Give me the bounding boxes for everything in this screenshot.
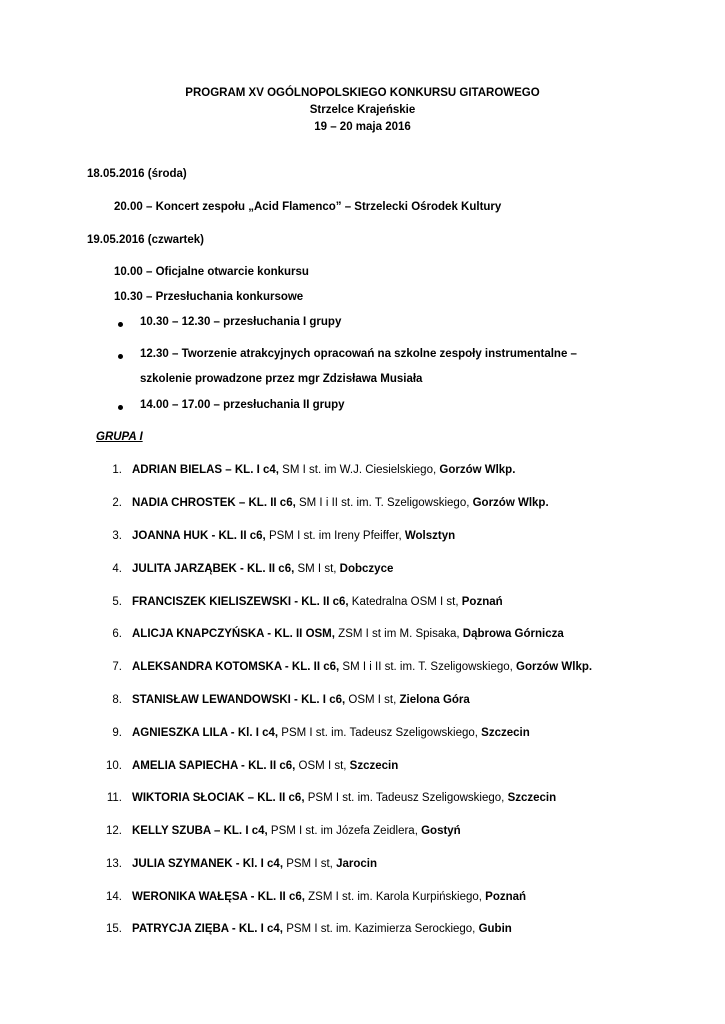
list-item: 13. JULIA SZYMANEK - Kl. I c4, PSM I st, Jarocin bbox=[106, 858, 377, 870]
bullet-item: 10.30 – 12.30 – przesłuchania I grupy bbox=[140, 316, 342, 328]
bullet-item: 12.30 – Tworzenie atrakcyjnych opracowań na szkolne zespoły instrumentalne – bbox=[140, 348, 577, 360]
bullet-icon bbox=[118, 354, 123, 359]
list-item: 5. FRANCISZEK KIELISZEWSKI - KL. II c6, Katedralna OSM I st, Poznań bbox=[112, 596, 503, 608]
list-item: 6. ALICJA KNAPCZYŃSKA - KL. II OSM, ZSM I st im M. Spisaka, Dąbrowa Górnicza bbox=[112, 628, 564, 640]
document-dates: 19 – 20 maja 2016 bbox=[314, 121, 411, 133]
list-item: 12. KELLY SZUBA – KL. I c4, PSM I st. im Józefa Zeidlera, Gostyń bbox=[106, 825, 461, 837]
list-item: 7. ALEKSANDRA KOTOMSKA - KL. II c6, SM I i II st. im. T. Szeligowskiego, Gorzów Wlkp. bbox=[112, 661, 593, 673]
day1-date: 18.05.2016 (środa) bbox=[87, 168, 187, 180]
list-item: 3. JOANNA HUK - KL. II c6, PSM I st. im Ireny Pfeiffer, Wolsztyn bbox=[112, 530, 456, 542]
day1-event: 20.00 – Koncert zespołu „Acid Flamenco” – Strzelecki Ośrodek Kultury bbox=[114, 201, 502, 213]
day2-event: 10.00 – Oficjalne otwarcie konkursu bbox=[114, 266, 309, 278]
document-city: Strzelce Krajeńskie bbox=[309, 104, 416, 116]
list-item: 8. STANISŁAW LEWANDOWSKI - KL. I c6, OSM I st, Zielona Góra bbox=[112, 694, 470, 706]
list-item: 10. AMELIA SAPIECHA - KL. II c6, OSM I st, Szczecin bbox=[106, 760, 399, 772]
bullet-icon bbox=[118, 322, 123, 327]
list-item: 11. WIKTORIA SŁOCIAK – KL. II c6, PSM I st. im. Tadeusz Szeligowskiego, Szczecin bbox=[106, 792, 557, 804]
day2-event: 10.30 – Przesłuchania konkursowe bbox=[114, 291, 304, 303]
list-item: 2. NADIA CHROSTEK – KL. II c6, SM I i II st. im. T. Szeligowskiego, Gorzów Wlkp. bbox=[112, 497, 549, 509]
list-item: 15. PATRYCJA ZIĘBA - KL. I c4, PSM I st. im. Kazimierza Serockiego, Gubin bbox=[106, 923, 512, 935]
bullet-item-continuation: szkolenie prowadzone przez mgr Zdzisława Musiała bbox=[140, 373, 423, 385]
day2-date: 19.05.2016 (czwartek) bbox=[87, 234, 204, 246]
document-title: PROGRAM XV OGÓLNOPOLSKIEGO KONKURSU GITAROWEGO bbox=[185, 87, 540, 99]
list-item: 14. WERONIKA WAŁĘSA - KL. II c6, ZSM I st. im. Karola Kurpińskiego, Poznań bbox=[106, 891, 527, 903]
list-item: 9. AGNIESZKA LILA - Kl. I c4, PSM I st. im. Tadeusz Szeligowskiego, Szczecin bbox=[112, 727, 530, 739]
group-title: GRUPA I bbox=[96, 431, 143, 443]
list-item: 4. JULITA JARZĄBEK - KL. II c6, SM I st, Dobczyce bbox=[112, 563, 394, 575]
bullet-item: 14.00 – 17.00 – przesłuchania II grupy bbox=[140, 399, 345, 411]
list-item: 1. ADRIAN BIELAS – KL. I c4, SM I st. im W.J. Ciesielskiego, Gorzów Wlkp. bbox=[112, 464, 516, 476]
bullet-icon bbox=[118, 405, 123, 410]
